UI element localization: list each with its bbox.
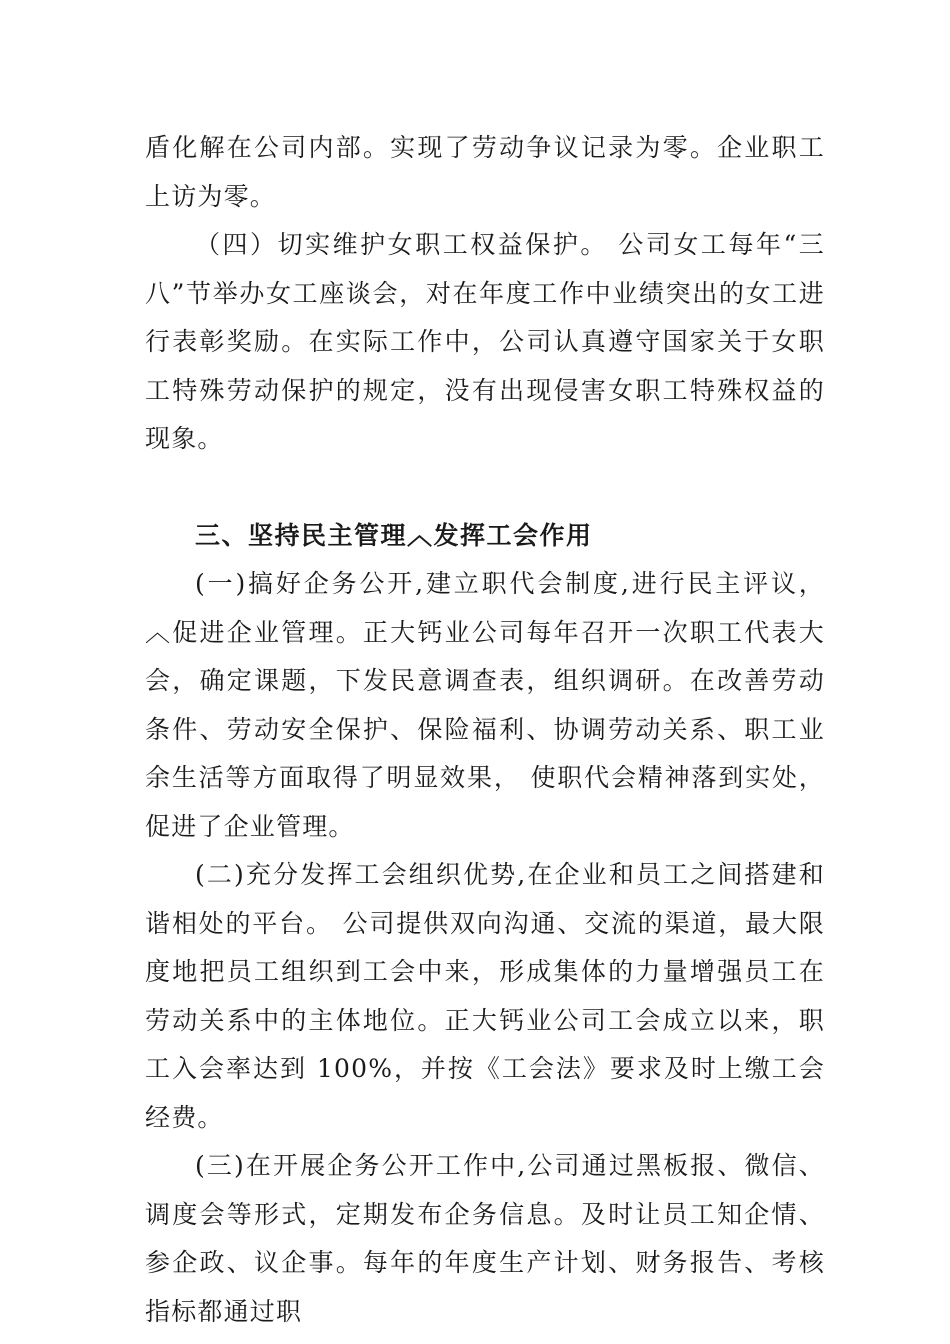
- section-spacer: [145, 464, 825, 512]
- paragraph-information-release: (三)在开展企务公开工作中,公司通过黑板报、微信、调度会等形式，定期发布企务信息。及时让员工知企情、参企政、议企事。每年的年度生产计划、财务报告、考核指标都通过职: [145, 1151, 825, 1326]
- paragraph-union-advantages: (二)充分发挥工会组织优势,在企业和员工之间搭建和谐相处的平台。 公司提供双向沟通、交流的渠道，最大限度地把员工组织到工会中来，形成集体的力量增强员工在劳动关系中的主体地位。正大钙业公司工会成立以来，职工入会率达到 100%，并按《工会法》要求及时上缴工会经费。: [145, 860, 825, 1132]
- document-body: [145, 124, 825, 1336]
- paragraph-conflict-resolution: 盾化解在公司内部。实现了劳动争议记录为零。企业职工上访为零。: [145, 133, 825, 211]
- section-heading-democratic-management: 三、坚持民主管理︿发挥工会作用: [195, 520, 593, 550]
- paragraph-female-workers-rights: （四）切实维护女职工权益保护。 公司女工每年“三八”节举办女工座谈会，对在年度工作中业绩突出的女工进行表彰奖励。在实际工作中，公司认真遵守国家关于女职工特殊劳动保护的规定，没有出现侵害女职工特殊权益的现象。: [145, 230, 825, 453]
- paragraph-affairs-disclosure: (一)搞好企务公开,建立职代会制度,进行民主评议，︿促进企业管理。正大钙业公司每年召开一次职工代表大会，确定课题，下发民意调查表，组织调研。在改善劳动条件、劳动安全保护、保险福利、协调劳动关系、职工业余生活等方面取得了明显效果， 使职代会精神落到实处， 促进了企业管理。: [145, 569, 825, 841]
